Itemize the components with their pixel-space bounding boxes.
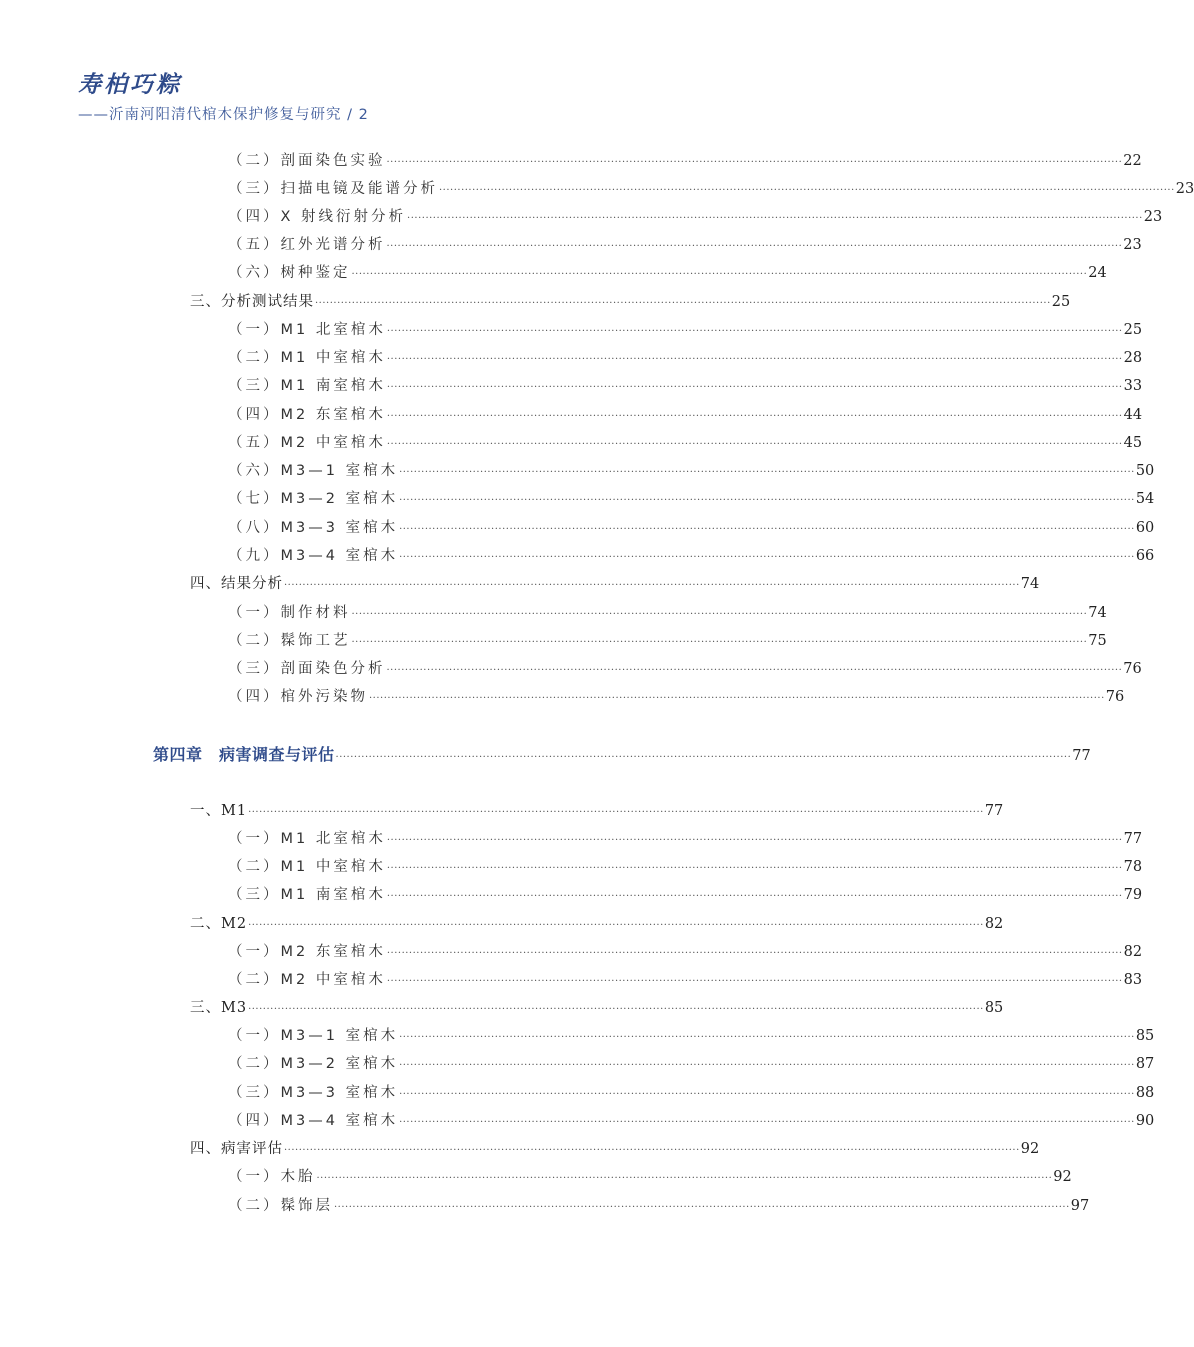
toc-entry-label: （二）髹饰层 (228, 1198, 333, 1214)
dot-leader: ········································································································································································································ (399, 1060, 1135, 1071)
toc-entry-label: 二、M2 (190, 916, 248, 932)
toc-entry[interactable] (228, 517, 1155, 539)
dot-leader: ········································································································································································································ (316, 1173, 1053, 1184)
toc-entry-page-number: 54 (1135, 491, 1155, 507)
toc-entry[interactable] (190, 800, 1004, 822)
toc-entry-label: （二）M1 中室棺木 (228, 859, 386, 875)
toc-entry-page-number: 23 (1143, 209, 1163, 225)
toc-entry-page-number: 23 (1175, 181, 1194, 197)
toc-entry-page-number: 85 (1135, 1028, 1155, 1044)
toc-entry[interactable] (228, 969, 1143, 991)
toc-entry-page-number: 82 (984, 916, 1004, 932)
toc-entry-page-number: 77 (984, 803, 1004, 819)
toc-entry[interactable] (228, 545, 1155, 567)
dot-leader: ········································································································································································································ (369, 693, 1105, 704)
toc-entry-page-number: 97 (1070, 1198, 1090, 1214)
toc-entry[interactable] (190, 1138, 1040, 1160)
toc-entry-label: （二）髹饰工艺 (228, 633, 351, 649)
dot-leader: ········································································································································································································ (399, 524, 1135, 535)
toc-entry-page-number: 92 (1020, 1141, 1040, 1157)
toc-entry[interactable] (228, 404, 1143, 426)
toc-entry[interactable] (228, 375, 1143, 397)
toc-entry-page-number: 87 (1135, 1056, 1155, 1072)
toc-entry-page-number: 24 (1088, 265, 1107, 281)
dot-leader: ········································································································································································································ (351, 637, 1088, 648)
toc-entry-page-number: 78 (1123, 859, 1143, 875)
toc-entry[interactable] (228, 941, 1143, 963)
toc-entry-label: （二）M3—2 室棺木 (228, 1056, 399, 1072)
toc-entry[interactable] (228, 432, 1143, 454)
toc-entry[interactable] (228, 488, 1155, 510)
toc-entry-page-number: 76 (1123, 661, 1142, 677)
dot-leader: ········································································································································································································ (248, 807, 984, 818)
toc-entry[interactable] (228, 1053, 1155, 1075)
toc-entry-label: （三）扫描电镜及能谱分析 (228, 181, 438, 197)
toc-entry-page-number: 75 (1088, 633, 1107, 649)
toc-entry-page-number: 66 (1135, 548, 1155, 564)
toc-entry-label: （三）M3—3 室棺木 (228, 1085, 399, 1101)
toc-entry-page-number: 23 (1123, 237, 1142, 253)
toc-entry[interactable] (228, 856, 1143, 878)
toc-entry[interactable] (228, 319, 1143, 341)
toc-entry-label: （八）M3—3 室棺木 (228, 520, 399, 536)
toc-entry-label: 四、结果分析 (190, 576, 283, 592)
toc-entry-label: （一）M1 北室棺木 (228, 322, 386, 338)
dot-leader: ········································································································································································································ (335, 752, 1072, 763)
toc-entry[interactable] (228, 206, 1163, 228)
dot-leader: ········································································································································································································ (386, 835, 1123, 846)
toc-entry-label: （七）M3—2 室棺木 (228, 491, 399, 507)
toc-entry-label: （四）M3—4 室棺木 (228, 1113, 399, 1129)
toc-entry[interactable] (228, 234, 1142, 256)
toc-entry-label: （四）棺外污染物 (228, 689, 368, 705)
toc-entry-page-number: 25 (1123, 322, 1143, 338)
toc-entry-label: （三）M1 南室棺木 (228, 378, 386, 394)
book-subtitle: ——沂南河阳清代棺木保护修复与研究 / 2 (78, 107, 369, 123)
toc-entry-label: （一）M1 北室棺木 (228, 831, 386, 847)
toc-entry-label: 三、分析测试结果 (190, 294, 314, 310)
dot-leader: ········································································································································································································ (284, 1145, 1020, 1156)
dot-leader: ········································································································································································································ (386, 326, 1123, 337)
toc-entry-label: （三）M1 南室棺木 (228, 887, 386, 903)
toc-chapter-entry[interactable] (153, 744, 1091, 766)
toc-entry-page-number: 28 (1123, 350, 1143, 366)
dot-leader: ········································································································································································································ (399, 1117, 1135, 1128)
toc-entry-page-number: 77 (1072, 748, 1091, 764)
toc-entry[interactable] (228, 1195, 1090, 1217)
toc-entry-label: （四）M2 东室棺木 (228, 407, 386, 423)
toc-entry-page-number: 33 (1123, 378, 1143, 394)
toc-entry[interactable] (228, 262, 1107, 284)
toc-entry-label: （二）剖面染色实验 (228, 153, 386, 169)
toc-entry-label: （一）M3—1 室棺木 (228, 1028, 399, 1044)
toc-entry[interactable] (228, 178, 1194, 200)
toc-entry[interactable] (228, 460, 1155, 482)
toc-entry-label: （六）M3—1 室棺木 (228, 463, 399, 479)
dot-leader: ········································································································································································································ (284, 580, 1020, 591)
toc-entry[interactable] (228, 1166, 1072, 1188)
toc-entry[interactable] (228, 1082, 1155, 1104)
dot-leader: ········································································································································································································ (334, 1202, 1070, 1213)
toc-entry-page-number: 88 (1135, 1085, 1155, 1101)
toc-entry[interactable] (190, 997, 1004, 1019)
toc-entry[interactable] (228, 658, 1142, 680)
dot-leader: ········································································································································································································ (386, 411, 1123, 422)
toc-entry-page-number: 76 (1105, 689, 1125, 705)
toc-entry-page-number: 74 (1088, 605, 1107, 621)
toc-entry-label: （四）X 射线衍射分析 (228, 209, 407, 225)
toc-entry[interactable] (228, 828, 1143, 850)
toc-entry-label: （九）M3—4 室棺木 (228, 548, 399, 564)
toc-entry-page-number: 60 (1135, 520, 1155, 536)
toc-entry-label: 第四章 病害调查与评估 (153, 745, 335, 764)
toc-entry-label: （一）制作材料 (228, 605, 351, 621)
toc-entry-page-number: 45 (1123, 435, 1143, 451)
toc-entry[interactable] (190, 573, 1040, 595)
dot-leader: ········································································································································································································ (386, 241, 1123, 252)
toc-entry-label: （六）树种鉴定 (228, 265, 351, 281)
dot-leader: ········································································································································································································ (399, 495, 1135, 506)
toc-entry-page-number: 50 (1135, 463, 1155, 479)
dot-leader: ········································································································································································································ (439, 185, 1175, 196)
toc-entry-label: （五）红外光谱分析 (228, 237, 386, 253)
toc-entry-label: 三、M3 (190, 1000, 248, 1016)
dot-leader: ········································································································································································································ (386, 439, 1123, 450)
toc-entry-label: （三）剖面染色分析 (228, 661, 386, 677)
dot-leader: ········································································································································································································ (386, 157, 1123, 168)
toc-entry[interactable] (190, 913, 1004, 935)
toc-entry-page-number: 90 (1135, 1113, 1155, 1129)
toc-entry-label: 一、M1 (190, 803, 248, 819)
dot-leader: ········································································································································································································ (386, 891, 1123, 902)
book-title: 寿柏巧粽 (78, 71, 182, 98)
toc-entry-page-number: 79 (1123, 887, 1143, 903)
dot-leader: ········································································································································································································ (399, 467, 1135, 478)
dot-leader: ········································································································································································································ (351, 269, 1088, 280)
toc-entry-page-number: 77 (1123, 831, 1143, 847)
toc-entry[interactable] (228, 1025, 1155, 1047)
dot-leader: ········································································································································································································ (386, 948, 1123, 959)
dot-leader: ········································································································································································································ (386, 863, 1123, 874)
toc-entry-label: （一）木胎 (228, 1169, 316, 1185)
dot-leader: ········································································································································································································ (399, 552, 1135, 563)
toc-entry-page-number: 44 (1123, 407, 1143, 423)
dot-leader: ········································································································································································································ (399, 1089, 1135, 1100)
toc-entry[interactable] (228, 602, 1107, 624)
dot-leader: ········································································································································································································ (351, 609, 1088, 620)
dot-leader: ········································································································································································································ (248, 920, 984, 931)
dot-leader: ········································································································································································································ (407, 213, 1143, 224)
toc-entry-label: （二）M1 中室棺木 (228, 350, 386, 366)
toc-entry-page-number: 83 (1123, 972, 1143, 988)
toc-entry[interactable] (228, 1110, 1155, 1132)
dot-leader: ········································································································································································································ (399, 1032, 1135, 1043)
toc-entry-label: （五）M2 中室棺木 (228, 435, 386, 451)
toc-entry[interactable] (228, 630, 1107, 652)
toc-entry[interactable] (190, 291, 1071, 313)
toc-entry[interactable] (228, 347, 1143, 369)
toc-entry-page-number: 22 (1123, 153, 1142, 169)
dot-leader: ········································································································································································································ (386, 354, 1123, 365)
toc-entry-label: （一）M2 东室棺木 (228, 944, 386, 960)
toc-entry-page-number: 85 (984, 1000, 1004, 1016)
dot-leader: ········································································································································································································ (386, 382, 1123, 393)
toc-entry[interactable] (228, 686, 1125, 708)
toc-entry-label: （二）M2 中室棺木 (228, 972, 386, 988)
dot-leader: ········································································································································································································ (315, 298, 1051, 309)
running-header (78, 70, 369, 124)
toc-entry[interactable] (228, 150, 1142, 172)
toc-entry-page-number: 82 (1123, 944, 1143, 960)
toc-entry[interactable] (228, 884, 1143, 906)
toc-entry-page-number: 92 (1053, 1169, 1072, 1185)
toc-entry-page-number: 25 (1051, 294, 1071, 310)
dot-leader: ········································································································································································································ (248, 1004, 984, 1015)
dot-leader: ········································································································································································································ (386, 976, 1123, 987)
dot-leader: ········································································································································································································ (386, 665, 1123, 676)
toc-entry-page-number: 74 (1020, 576, 1040, 592)
toc-entry-label: 四、病害评估 (190, 1141, 283, 1157)
